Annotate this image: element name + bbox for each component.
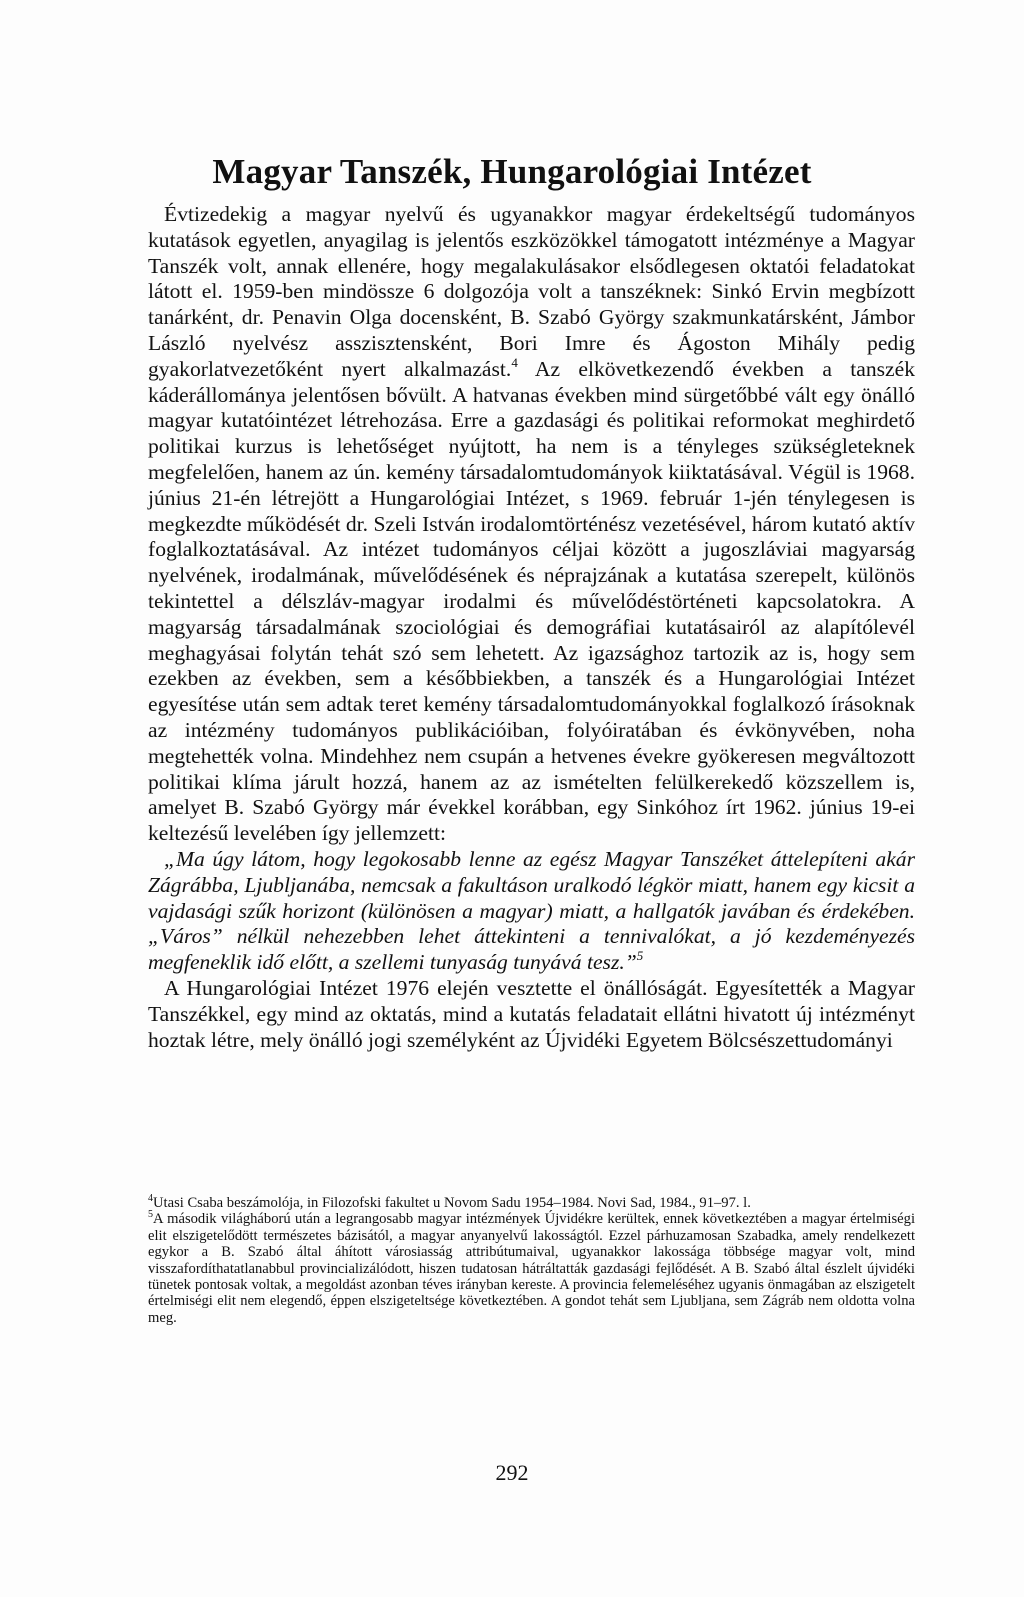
quote-text: „Ma úgy látom, hogy legokosabb lenne az egész Magyar Tanszéket áttelepíteni akár Zágrábba, Ljubljanába, nemcsak a fakultáson uralkodó légkör miatt, hanem egy kicsit a vajdasági szűk horizont (különösen a magyar) miatt, a hallgatók javában és érdekében. „Város” nélkül nehezebben lehet áttekinteni a tennivalókat, a jó kezdeményezés megfeneklik idő előtt, a szellemi tunyaság tunyává tesz.”	[148, 846, 915, 975]
paragraph-1-text-a: Évtizedekig a magyar nyelvű és ugyanakkor magyar érdekeltségű tudományos kutatások egyetlen, anyagilag is jelentős eszközökkel támogatott intézménye a Magyar Tanszék volt, annak ellenére, hogy megalakulásakor elsődlegesen oktatói feladatokat látott el. 1959-ben mindössze 6 dolgozója volt a tanszéknek: Sinkó Ervin megbízott tanárként, dr. Penavin Olga docensként, B. Szabó György szakmunkatársként, Jámbor László nyelvész asszisztensként, Bori Imre és Ágoston Mihály pedig gyakorlatvezetőként nyert alkalmazást.	[148, 202, 915, 381]
paragraph-2	[148, 976, 915, 1053]
quote-block	[148, 847, 915, 976]
footnote-5	[148, 1211, 915, 1326]
body-text	[148, 202, 915, 1053]
footnote-marker: 4	[148, 1193, 153, 1204]
footnote-text: A második világháború után a legrangosabb magyar intézmények Újvidékre kerültek, ennek következtében a magyar értelmiségi elit elszigetelődött természetes bázisától, a magyar anyanyelvű lakosságtól. Ezzel párhuzamosan Szabadka, amely rendelkezett egykor a B. Szabó által áhított városiasság attribútumaival, ugyanakkor lakossága többsége magyar volt, mind visszafordíthatatlanabbul provincializálódott, hiszen tudatosan hátráltatták gazdasági fejlődését. A B. Szabó által észlelt újvidéki tünetek pontosak voltak, a megoldást azonban téves irányban kereste. A provincia felemeléséhez ugyanis önmagában az elszigetelt értelmiségi elit nem elegendő, éppen elszigeteltsége következtében. A gondot tehát sem Ljubljana, sem Zágráb nem oldotta volna meg.	[148, 1211, 915, 1326]
footnote-ref-5: 5	[636, 948, 644, 964]
paragraph-1	[148, 202, 915, 847]
footnote-text: Utasi Csaba beszámolója, in Filozofski fakultet u Novom Sadu 1954–1984. Novi Sad, 1984., 91–97. l.	[153, 1195, 751, 1211]
page-title: Magyar Tanszék, Hungarológiai Intézet	[212, 152, 812, 191]
page-number: 292	[495, 1460, 529, 1485]
footnote-ref-4: 4	[511, 354, 518, 370]
footnote-marker: 5	[148, 1209, 153, 1221]
footnote-4	[148, 1195, 915, 1211]
paragraph-1-text-b: Az elkövetkezendő években a tanszék káderállománya jelentősen bővült. A hatvanas években mind sürgetőbbé vált egy önálló magyar kutatóintézet létrehozása. Erre a gazdasági és politikai reformokat meghirdető politikai kurzus is lehetőséget nyújtott, ha nem is a tényleges szükségleteknek megfelelően, hanem az ún. kemény társadalomtudományok kiiktatásával. Végül is 1968. június 21-én létrejött a Hungarológiai Intézet, s 1969. február 1-jén ténylegesen is megkezdte működését dr. Szeli István irodalomtörténész vezetésével, három kutató aktív foglalkoztatásával. Az intézet tudományos céljai között a jugoszláviai magyarság nyelvének, irodalmának, művelődésének és néprajzának a kutatása szerepelt, különös tekintettel a délszláv-magyar irodalmi és művelődéstörténeti kapcsolatokra. A magyarság társadalmának szociológiai és demográfiai kutatásairól az alapítólevél meghagyásai folytán tehát szó sem lehetett. Az igazsághoz tartozik az is, hogy sem ezekben az években, sem a későbbiekben, a tanszék és a Hungarológiai Intézet egyesítése után sem adtak teret kemény társadalomtudományokkal foglalkozó írásoknak az intézmény tudományos publikációiban, folyóiratában és évkönyvében, noha megtehették volna. Mindehhez nem csupán a hetvenes évekre gyökeresen megváltozott politikai klíma járult hozzá, hanem az az ismételten felülkerekedő közszellem is, amelyet B. Szabó György már évekkel korábban, egy Sinkóhoz írt 1962. június 19-ei keltezésű levelében így jellemzett:	[148, 356, 915, 846]
paragraph-2-text: A Hungarológiai Intézet 1976 elején vesztette el önállóságát. Egyesítették a Magyar Tanszékkel, egy mind az oktatás, mind a kutatás feladatait ellátni hivatott új intézményt hoztak létre, mely önálló jogi személyként az Újvidéki Egyetem Bölcsészettudományi	[148, 975, 915, 1052]
footnotes	[148, 1195, 915, 1326]
